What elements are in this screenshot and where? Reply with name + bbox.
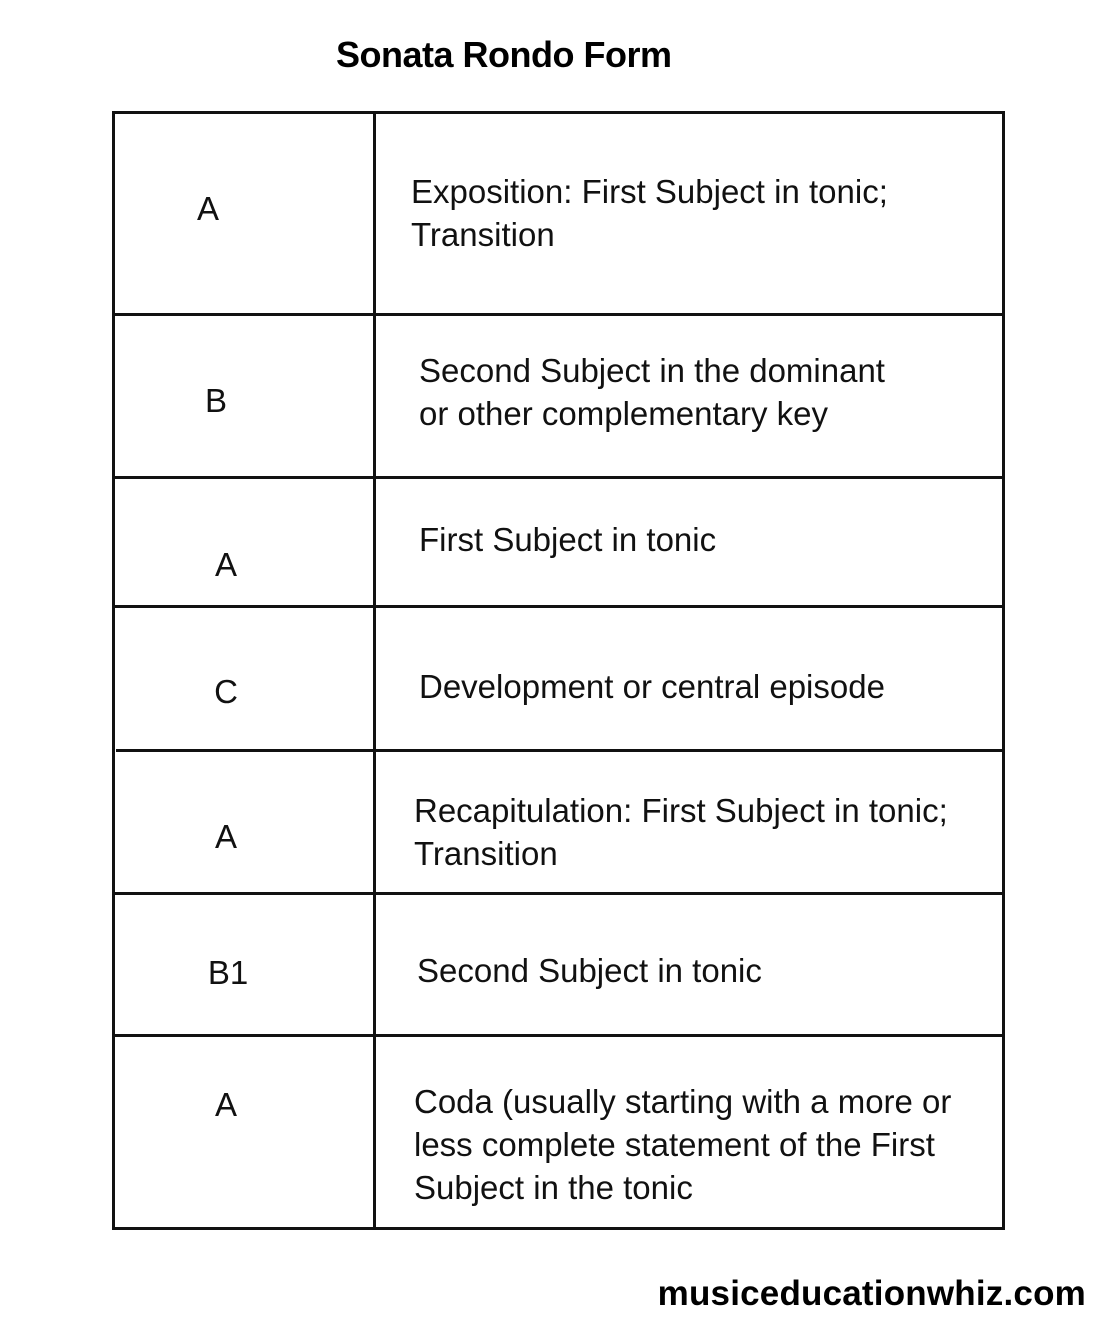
description-line: Subject in the tonic <box>414 1169 693 1206</box>
section-label: B1 <box>207 954 249 991</box>
row-divider-2 <box>113 476 1005 479</box>
section-label: A <box>214 546 237 583</box>
description-line: Second Subject in tonic <box>417 952 762 989</box>
description-line: Coda (usually starting with a more or <box>414 1083 952 1120</box>
section-description <box>419 349 885 435</box>
description-line: Second Subject in the dominant <box>419 352 885 389</box>
website-watermark: musiceducationwhiz.com <box>657 1274 1086 1313</box>
row-divider-6 <box>113 1034 1005 1037</box>
column-divider <box>373 111 376 1230</box>
table-border-right <box>1002 111 1005 1230</box>
row-divider-1 <box>113 313 1005 316</box>
table-border-bottom <box>113 1227 1005 1230</box>
description-line: Development or central episode <box>419 668 885 705</box>
description-line: Recapitulation: First Subject in tonic; <box>414 792 948 829</box>
description-line: less complete statement of the First <box>414 1126 935 1163</box>
table-border-left <box>112 111 115 1230</box>
section-description <box>417 949 762 992</box>
section-label: C <box>214 673 238 710</box>
row-divider-3 <box>113 605 1005 608</box>
section-description <box>414 789 948 875</box>
section-label: B <box>204 382 227 419</box>
row-divider-4 <box>116 749 1005 752</box>
description-line: Exposition: First Subject in tonic; <box>411 173 888 210</box>
section-label: A <box>214 1086 237 1123</box>
row-divider-5 <box>113 892 1005 895</box>
section-label: A <box>214 818 237 855</box>
description-line: First Subject in tonic <box>419 521 717 558</box>
table-border-top <box>113 111 1005 114</box>
page-title: Sonata Rondo Form <box>336 34 672 75</box>
section-description <box>419 518 716 561</box>
section-description <box>414 1080 951 1209</box>
section-description <box>419 665 885 708</box>
description-line: or other complementary key <box>419 395 829 432</box>
description-line: Transition <box>414 835 558 872</box>
description-line: Transition <box>411 216 555 253</box>
section-label: A <box>196 190 219 227</box>
section-description <box>411 170 888 256</box>
